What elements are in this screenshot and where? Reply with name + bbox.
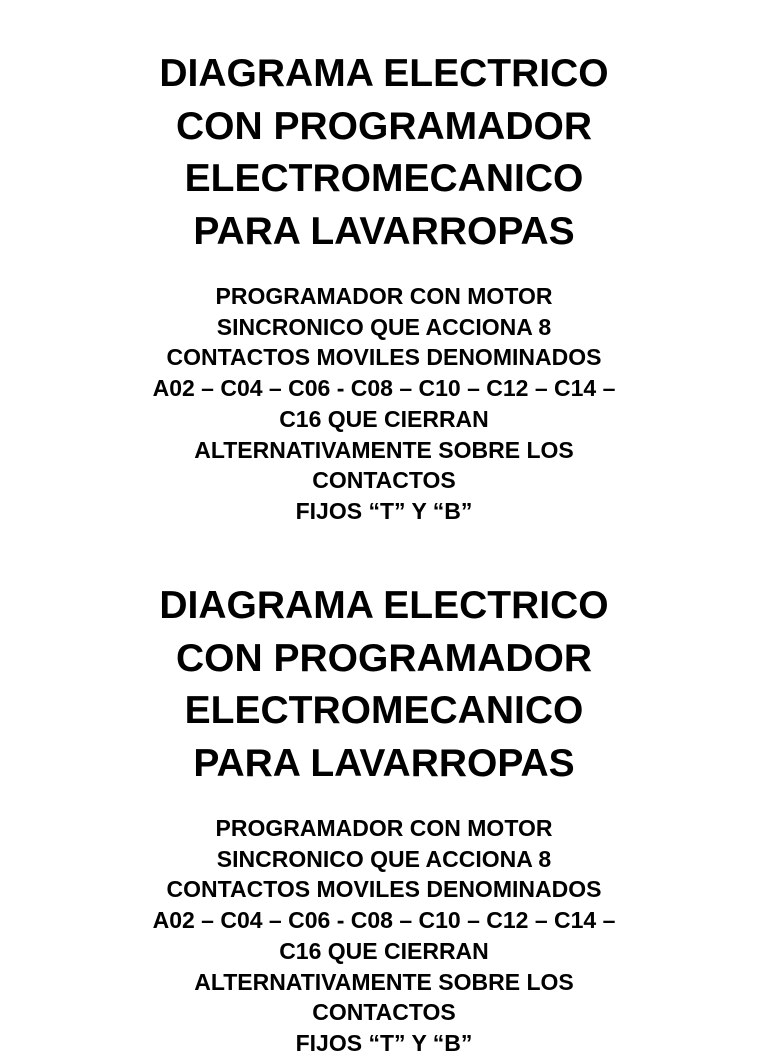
body-line: A02 – C04 – C06 - C08 – C10 – C12 – C14 – bbox=[152, 907, 616, 934]
body-line: SINCRONICO QUE ACCIONA 8 bbox=[216, 845, 552, 872]
slide-title bbox=[0, 580, 768, 790]
body-line: ALTERNATIVAMENTE SOBRE LOS bbox=[194, 436, 574, 463]
body-line: C16 QUE CIERRAN bbox=[279, 405, 489, 432]
slide-2 bbox=[0, 580, 768, 1059]
title-line: CON PROGRAMADOR bbox=[176, 104, 592, 148]
body-line: FIJOS “T” Y “B” bbox=[295, 497, 473, 524]
body-line: CONTACTOS bbox=[312, 467, 456, 494]
body-line: FIJOS “T” Y “B” bbox=[295, 1029, 473, 1056]
title-line: DIAGRAMA ELECTRICO bbox=[159, 52, 609, 95]
body-line: C16 QUE CIERRAN bbox=[279, 937, 489, 964]
slide-title bbox=[0, 48, 768, 258]
body-line: CONTACTOS bbox=[312, 999, 456, 1026]
title-line: CON PROGRAMADOR bbox=[176, 636, 592, 680]
body-line: ALTERNATIVAMENTE SOBRE LOS bbox=[194, 968, 574, 995]
title-line: ELECTROMECANICO bbox=[184, 689, 584, 732]
title-line: PARA LAVARROPAS bbox=[193, 209, 575, 253]
body-line: PROGRAMADOR CON MOTOR bbox=[215, 283, 553, 309]
body-line: CONTACTOS MOVILES DENOMINADOS bbox=[166, 876, 602, 903]
title-line: PARA LAVARROPAS bbox=[193, 741, 575, 785]
body-line: SINCRONICO QUE ACCIONA 8 bbox=[216, 313, 552, 340]
title-line: DIAGRAMA ELECTRICO bbox=[159, 584, 609, 627]
slide-body bbox=[0, 813, 768, 1059]
body-line: PROGRAMADOR CON MOTOR bbox=[215, 815, 553, 841]
slide-1 bbox=[0, 48, 768, 527]
title-line: ELECTROMECANICO bbox=[184, 157, 584, 200]
body-line: A02 – C04 – C06 - C08 – C10 – C12 – C14 – bbox=[152, 375, 616, 402]
slide-body bbox=[0, 281, 768, 527]
body-line: CONTACTOS MOVILES DENOMINADOS bbox=[166, 344, 602, 371]
